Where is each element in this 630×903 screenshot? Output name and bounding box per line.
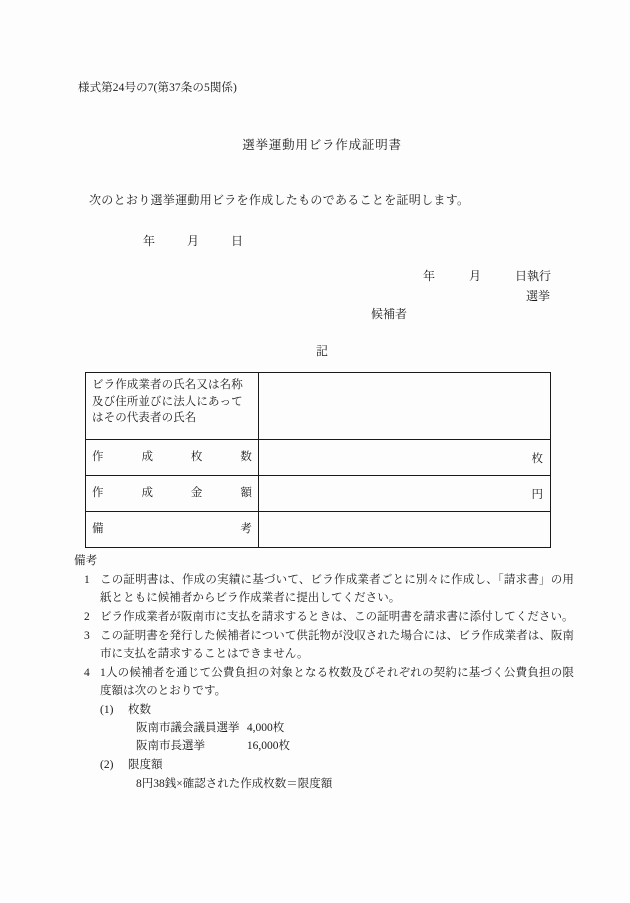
subitem-number: (2) [100, 759, 114, 772]
remarks-note-2 [74, 608, 574, 626]
issue-date-month-label: 月 [187, 234, 200, 248]
sheet-count-unit: 枚 [531, 452, 543, 465]
amount-unit: 円 [531, 488, 543, 501]
row-label-printer-name [86, 373, 259, 440]
label-char: 作 [92, 487, 104, 500]
note-number: 1 [84, 573, 90, 586]
issue-date-line [143, 232, 243, 249]
note-text: この証明書を発行した候補者について供託物が没収された場合には、ビラ作成業者は、阪南市に支払を請求することはできません。 [100, 629, 574, 660]
row-label-amount [86, 476, 259, 512]
label-char: 作 [92, 451, 104, 464]
note-text: 1人の候補者を通じて公費負担の対象となる枚数及びそれぞれの契約に基づく公費負担の限度額は次のとおりです。 [100, 666, 574, 698]
label-line: はその代表者の氏名 [92, 412, 197, 424]
label-line: ビラ作成業者の氏名又は名称 [92, 379, 243, 391]
remarks-section [74, 552, 574, 793]
table-row [86, 373, 551, 440]
detail-line-assembly-election [74, 719, 574, 737]
remarks-note-3 [74, 627, 574, 664]
note-number: 4 [84, 666, 90, 679]
label-char: 備 [92, 523, 104, 536]
label-line: 及び住所並びに法人にあって [92, 395, 243, 408]
detail-label: 阪南市議会議員選挙 [136, 722, 240, 735]
candidate-label: 候補者 [371, 307, 408, 321]
lead-sentence: 次のとおり選挙運動用ビラを作成したものであることを証明します。 [89, 193, 470, 207]
certificate-table [85, 372, 551, 548]
label-char: 成 [141, 451, 154, 464]
detail-value: 4,000枚 [246, 722, 285, 735]
label-char: 枚 [190, 451, 203, 464]
election-date-block [423, 266, 551, 306]
limit-formula: 8円38銭×確認された作成枚数＝限度額 [136, 777, 333, 790]
label-char: 数 [240, 451, 252, 464]
value-sheet-count[interactable] [259, 440, 551, 476]
issue-date-year-label: 年 [143, 234, 156, 248]
remarks-note-1 [74, 571, 574, 608]
subitem-number: (1) [100, 703, 114, 716]
value-printer-name[interactable] [259, 373, 551, 440]
table-row [86, 440, 551, 476]
detail-value: 16,000枚 [246, 740, 290, 753]
note-text: ビラ作成業者が阪南市に支払を請求するときは、この証明書を請求書に添付してください。 [100, 610, 574, 623]
page-title: 選挙運動用ビラ作成証明書 [242, 138, 402, 152]
note-number: 2 [84, 610, 90, 623]
remarks-subitem-2 [74, 756, 574, 774]
subitem-title: 限度額 [128, 759, 163, 772]
form-number: 様式第24号の7(第37条の5関係) [78, 82, 237, 94]
label-char: 成 [141, 487, 154, 500]
table-row [86, 476, 551, 512]
table-row [86, 512, 551, 548]
value-amount[interactable] [259, 476, 551, 512]
label-char: 額 [240, 487, 252, 500]
label-char: 考 [240, 523, 252, 536]
remarks-subitem-1 [74, 701, 574, 719]
election-day-execution-label: 日執行 [514, 269, 551, 283]
value-remarks[interactable] [259, 512, 551, 548]
election-month-label: 月 [468, 269, 481, 283]
subitem-title: 枚数 [128, 703, 151, 716]
remarks-note-4 [74, 664, 574, 701]
note-text: この証明書は、作成の実績に基づいて、ビラ作成業者ごとに別々に作成し、「請求書」の用紙とともに候補者からビラ作成業者に提出してください。 [100, 573, 574, 605]
label-char: 金 [190, 487, 203, 500]
ki-marker: 記 [315, 344, 328, 358]
row-label-sheet-count [86, 440, 259, 476]
detail-label: 阪南市長選挙 [136, 740, 205, 753]
issue-date-day-label: 日 [231, 234, 244, 248]
election-year-label: 年 [422, 269, 435, 283]
row-label-remarks [86, 512, 259, 548]
note-number: 3 [84, 629, 90, 642]
election-name-label: 選挙 [525, 289, 550, 303]
detail-line-mayor-election [74, 737, 574, 755]
remarks-title: 備考 [74, 555, 98, 567]
